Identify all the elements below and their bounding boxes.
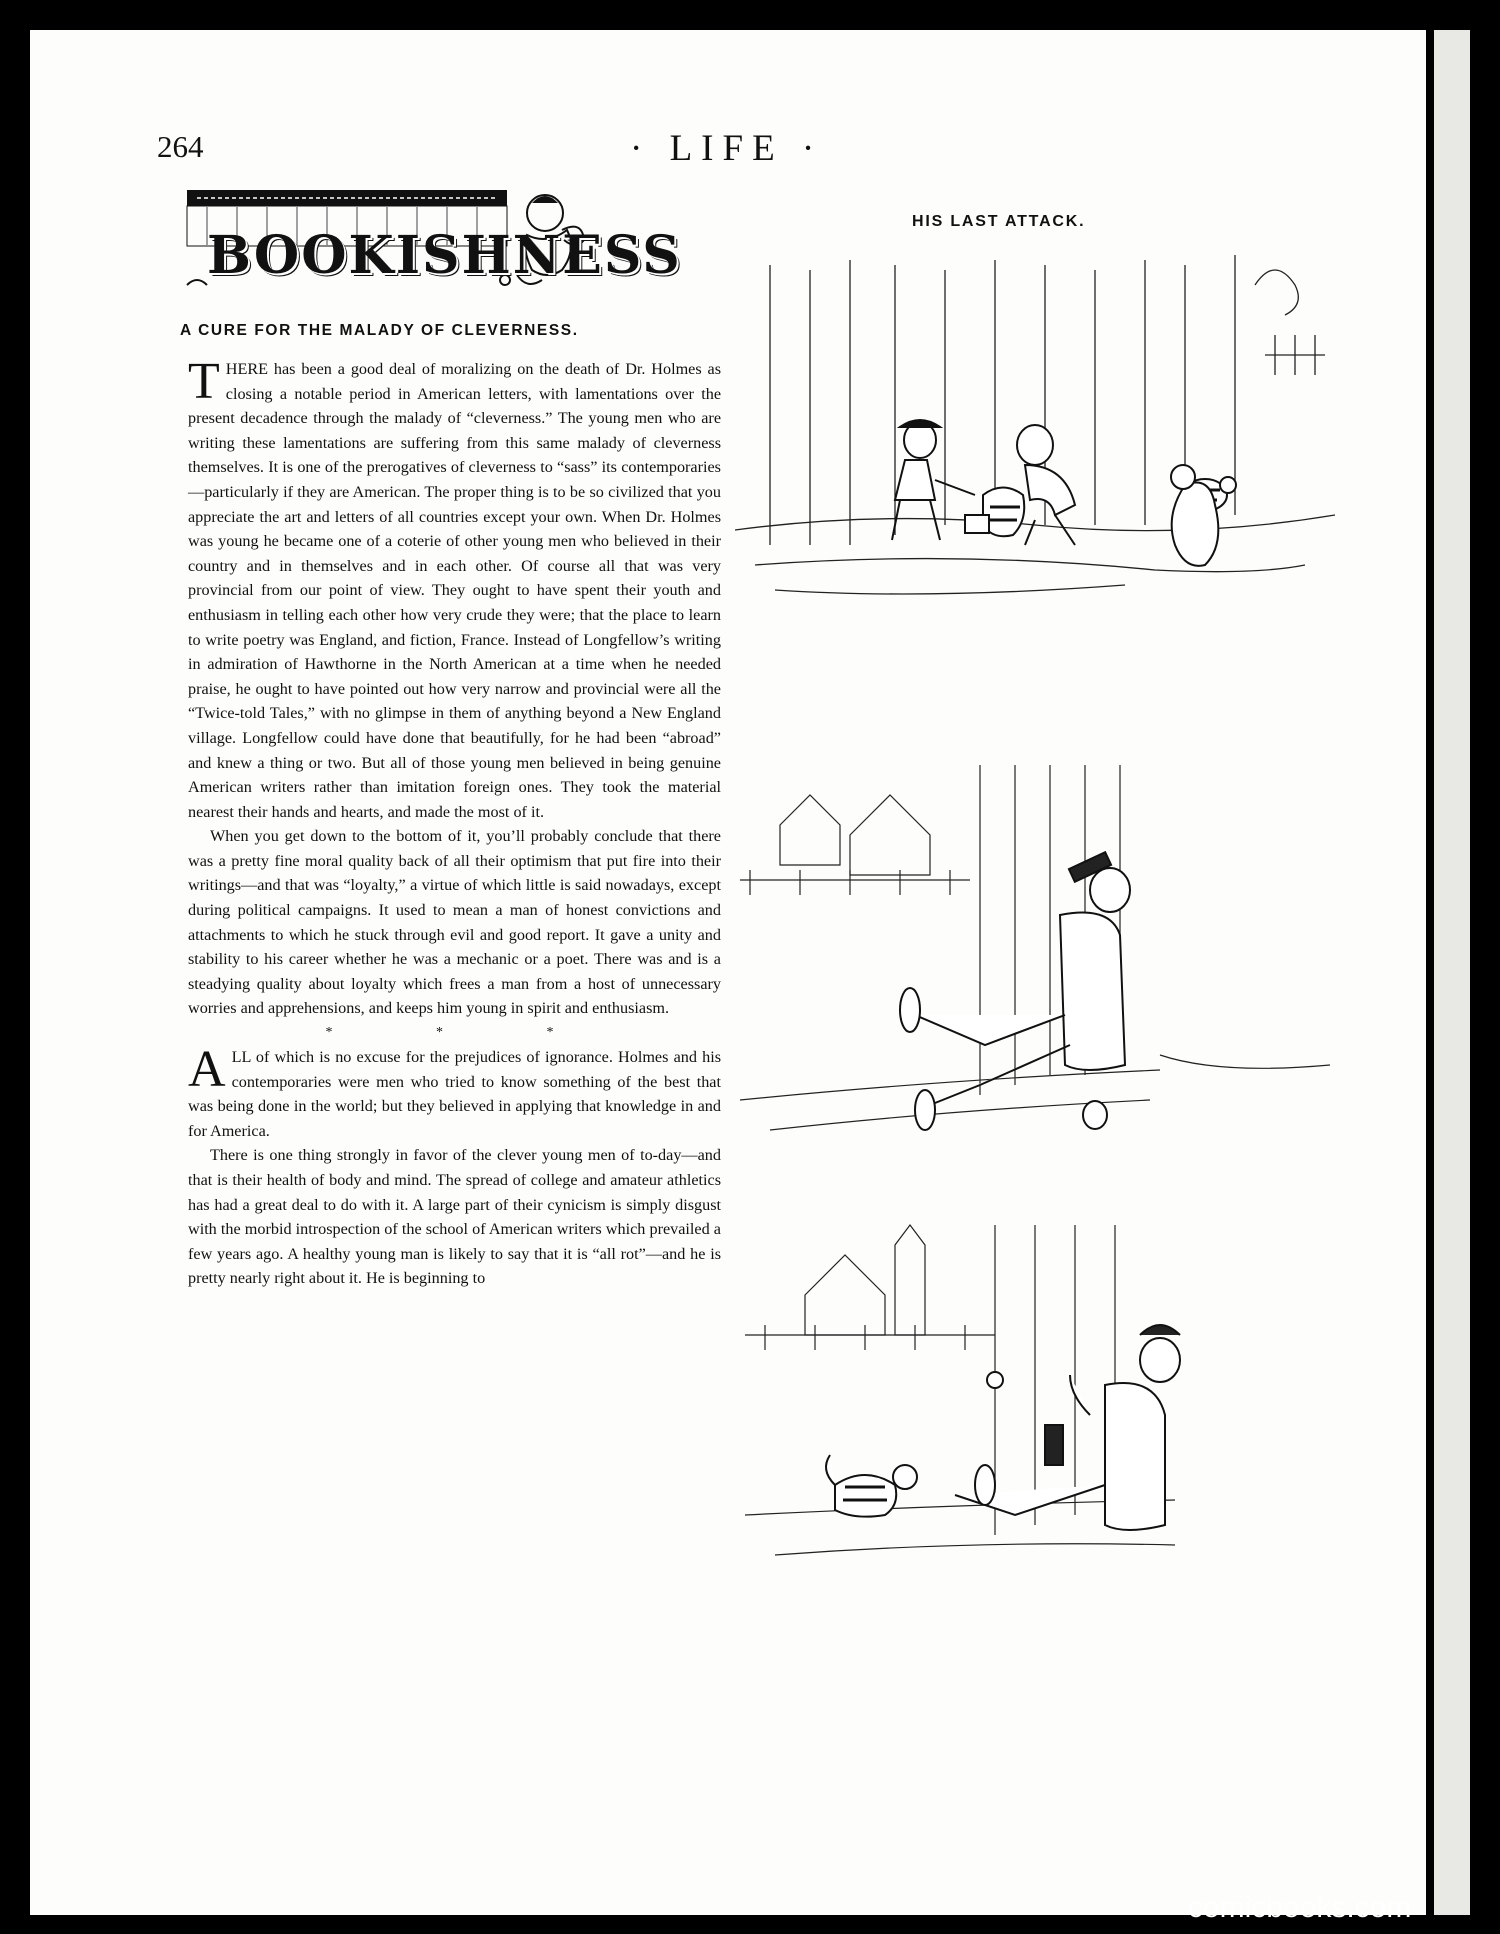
paragraph-text: LL of which is no excuse for the prejudices of ignorance. Holmes and his contemporaries were men who tried to know something of the best that was being done in the world; but they believed in applying that knowledge in and for America. bbox=[188, 1048, 721, 1140]
page-gutter bbox=[1426, 30, 1434, 1915]
article-paragraph: When you get down to the bottom of it, you’ll probably conclude that there was a pretty fine moral quality back of all their optimism that put fire into their writings—and that was “loyalty,” a virtue of which little is said nowadays, except during political campaigns. It used to mean a man of honest convictions and attachments to which he stuck through evil and good report. It gave a unity and stability to his career whether he was a mechanic or a poet. There was and is a steadying quality about loyalty which frees a man from a host of unnecessary worries and apprehensions, and keeps him young in spirit and enthusiasm. bbox=[188, 827, 721, 1018]
paragraph-text: HERE has been a good deal of moralizing on the death of Dr. Holmes as closing a notable period in American letters, with lamentations over the present decadence through the malady of “cleverness.” The young men who are writing these lamentations are suffering from this same malady of cleverness themselves. It is one of the prerogatives of cleverness to “sass” its contemporaries—particularly if they are American. The proper thing is to be so civilized that you appreciate the art and letters of all countries except your own. When Dr. Holmes was young he became one of a coterie of other young men who believed in their country and in themselves and in each other. Of course all that was very provincial from our point of view. They ought to have spent their youth and enthusiasm in telling each other how very crude they were; that the place to learn to write poetry was England, and fiction, France. Instead of Longfellow’s writing in admiration of Hawthorne in the North American at a time when he needed praise, he ought to have pointed out how very narrow and provincial were all the “Twice-told Tales,” with no glimpse in them of anything beyond a New England village. Longfellow could have done that beautifully, for he had been “abroad” and knew a thing or two. But all of those young men believed in being genuine American writers rather than imitation foreign ones. They took the material nearest their hands and hearts, and made the most of it. bbox=[188, 360, 721, 821]
next-page-edge bbox=[1434, 30, 1470, 1915]
department-heading-text: BOOKISHNESS bbox=[207, 225, 682, 286]
article-title: A CURE FOR THE MALADY OF CLEVERNESS. bbox=[180, 322, 579, 339]
illustration-man-drinking bbox=[740, 755, 1330, 1155]
masthead-title: · LIFE · bbox=[630, 128, 824, 169]
cartoon-panel-3 bbox=[745, 1215, 1335, 1615]
drop-cap: T bbox=[188, 353, 220, 410]
page-number: 264 bbox=[157, 129, 204, 164]
cartoon-panel-1 bbox=[735, 245, 1335, 630]
article-paragraph: There is one thing strongly in favor of the clever young men of to-day—and that is their health of body and mind. The spread of college and amateur athletics has had a great deal to do with it. A large part of their cynicism is simply disgust with the morbid introspection of the school of American writers which prevailed a few years ago. A healthy young man is likely to say that it is “all rot”—and he is pretty nearly right about it. He is beginning to bbox=[188, 1146, 721, 1288]
article-body bbox=[188, 353, 721, 1291]
site-watermark: comicbooks.com bbox=[1188, 1891, 1412, 1924]
article-paragraph bbox=[188, 353, 721, 824]
department-heading-ornament bbox=[177, 185, 682, 303]
section-break: * * * bbox=[325, 1025, 604, 1041]
cartoon-title: HIS LAST ATTACK. bbox=[912, 213, 1086, 230]
illustration-boys-and-cat bbox=[735, 245, 1335, 630]
cartoon-panel-2 bbox=[740, 755, 1330, 1155]
drop-cap: A bbox=[188, 1041, 226, 1099]
illustration-man-and-cat bbox=[745, 1215, 1335, 1615]
article-paragraph bbox=[188, 1041, 721, 1143]
